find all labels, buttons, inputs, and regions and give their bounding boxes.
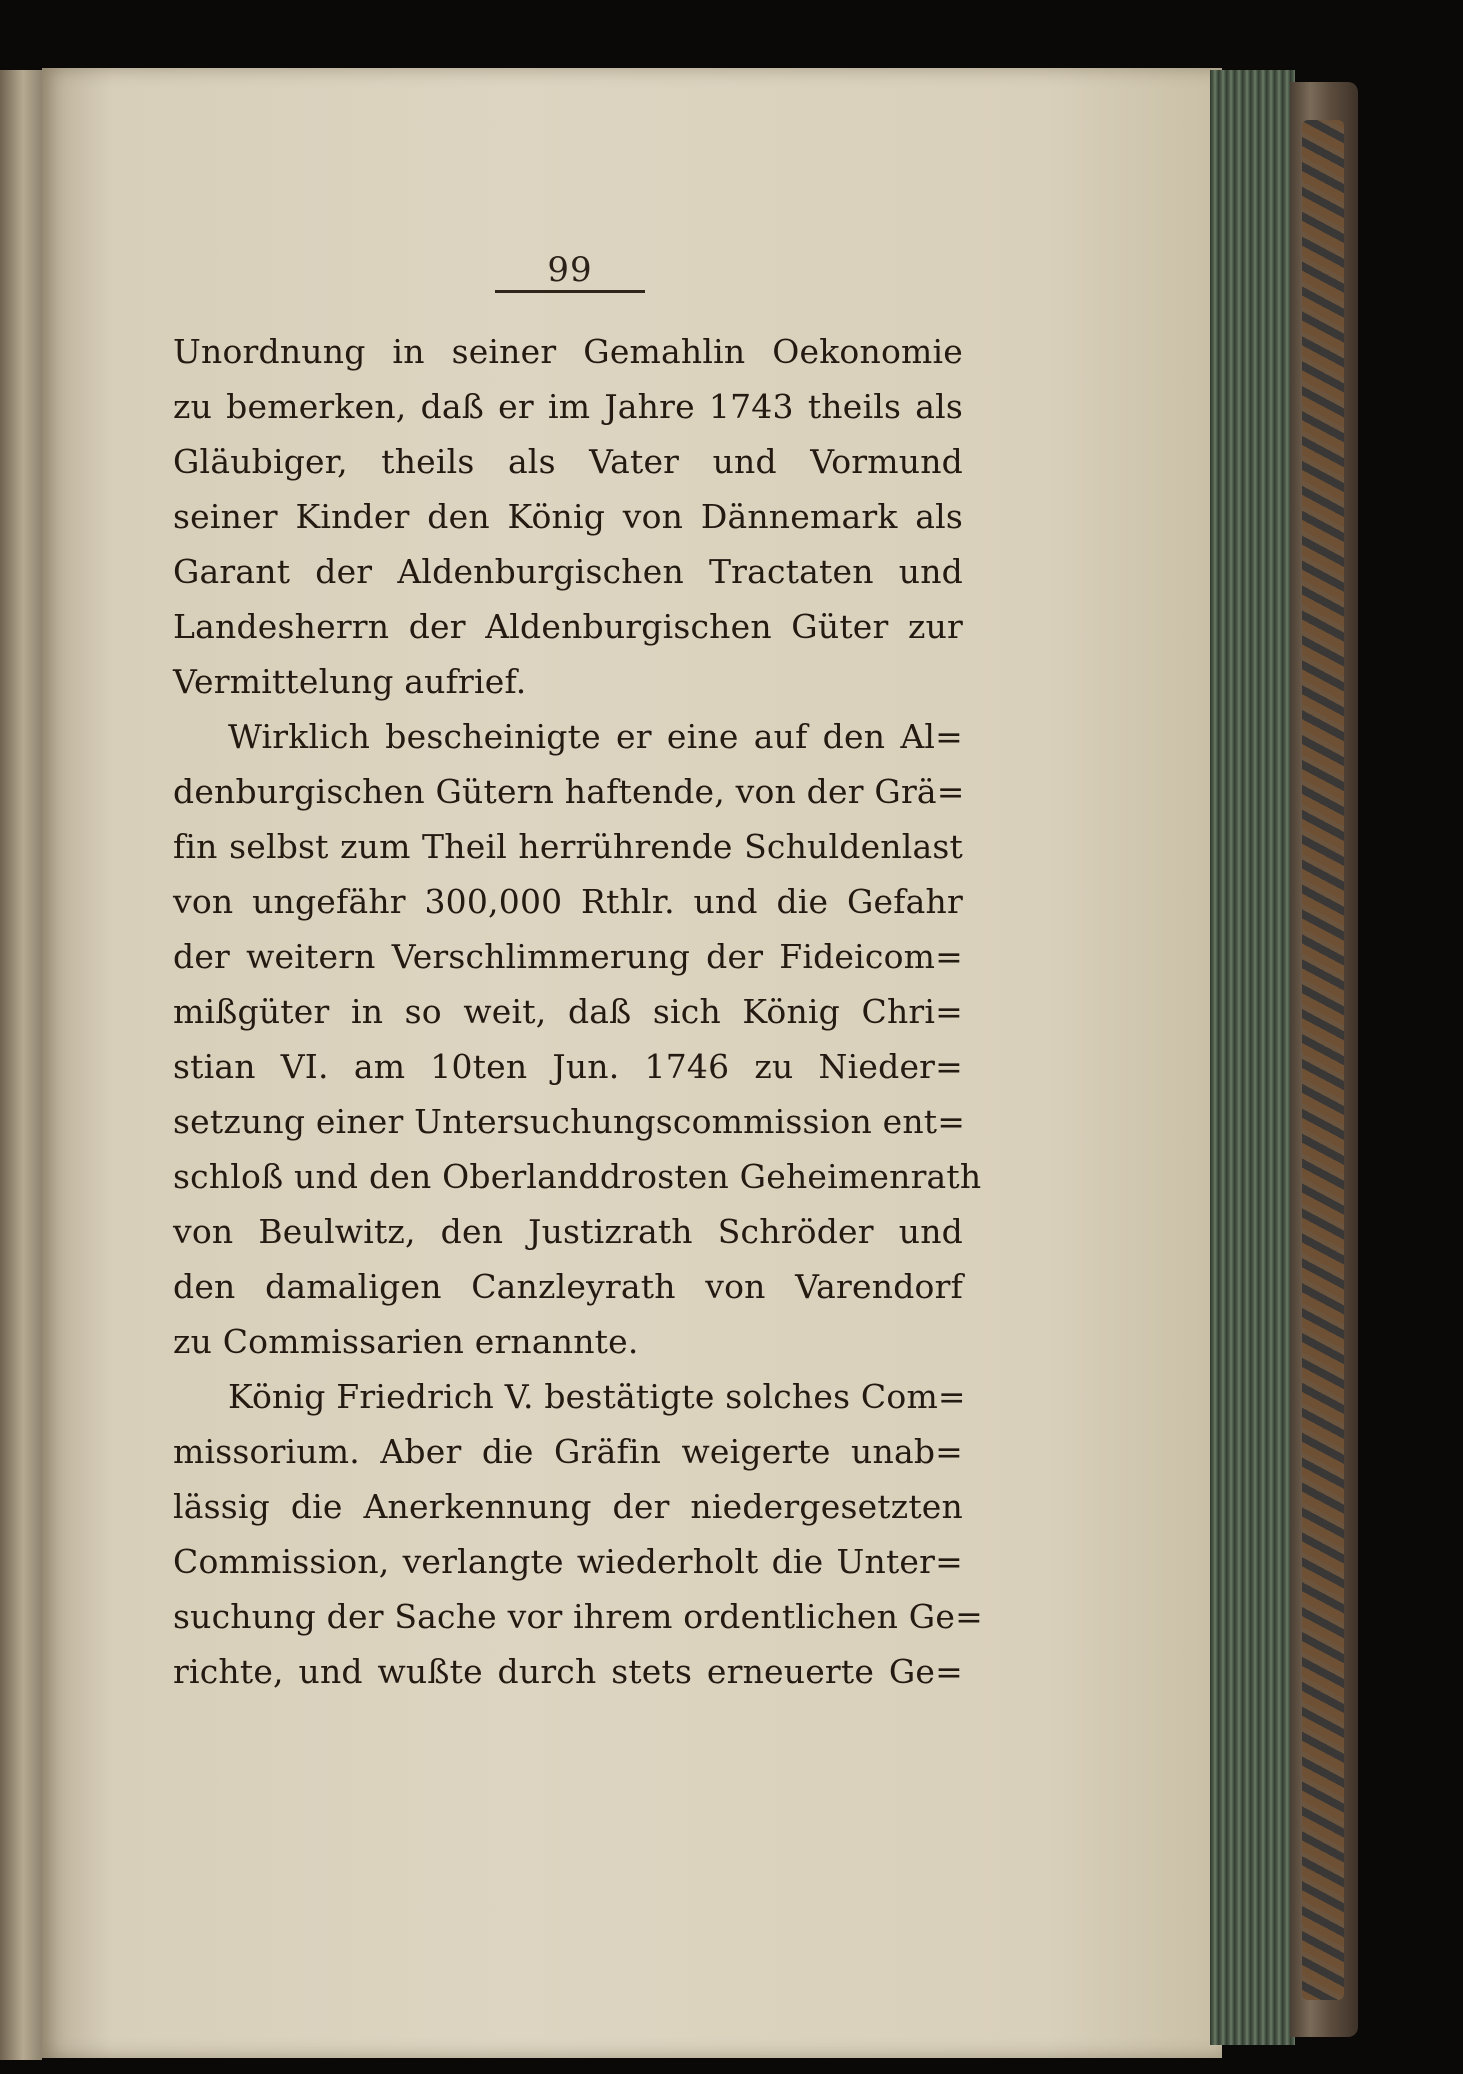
text-line: Garant der Aldenburgischen Tractaten und [173, 552, 963, 591]
text-line: Commission, verlangte wiederholt die Unter= [173, 1542, 963, 1581]
body-text [173, 324, 983, 1699]
page-number: 99 [547, 250, 593, 290]
text-line: mißgüter in so weit, daß sich König Chri= [173, 992, 963, 1031]
text-line: Wirklich bescheinigte er eine auf den Al= [228, 717, 963, 756]
paragraph [173, 324, 963, 709]
text-line: fin selbst zum Theil herrührende Schuldenlast [173, 827, 963, 866]
header-rule [495, 290, 645, 293]
text-line: Unordnung in seiner Gemahlin Oekonomie [173, 332, 963, 371]
cover-marbling [1302, 120, 1344, 2000]
text-line: zu Commissarien ernannte. [173, 1322, 639, 1361]
text-line: missorium. Aber die Gräfin weigerte unab= [173, 1432, 963, 1471]
page-header [490, 250, 650, 293]
text-line: lässig die Anerkennung der niedergesetzten [173, 1487, 963, 1526]
text-line: setzung einer Untersuchungscommission ent= [173, 1102, 966, 1141]
paragraph [173, 709, 982, 1369]
text-line: von ungefähr 300,000 Rthlr. und die Gefahr [173, 882, 963, 921]
text-line: denburgischen Gütern haftende, von der Grä= [173, 772, 965, 811]
text-line: König Friedrich V. bestätigte solches Com= [228, 1377, 966, 1416]
text-line: stian VI. am 10ten Jun. 1746 zu Nieder= [173, 1047, 963, 1086]
text-line: den damaligen Canzleyrath von Varendorf [173, 1267, 963, 1306]
text-line: richte, und wußte durch stets erneuerte Ge= [173, 1652, 963, 1691]
page-edges [1210, 70, 1295, 2045]
text-line: Landesherrn der Aldenburgischen Güter zur [173, 607, 963, 646]
text-line: von Beulwitz, den Justizrath Schröder und [173, 1212, 963, 1251]
text-line: suchung der Sache vor ihrem ordentlichen Ge= [173, 1597, 983, 1636]
left-page-edge [0, 70, 42, 2060]
text-line: zu bemerken, daß er im Jahre 1743 theils als [173, 387, 963, 426]
text-line: schloß und den Oberlanddrosten Geheimenrath [173, 1157, 982, 1196]
text-line: Vermittelung aufrief. [173, 662, 527, 701]
text-line: Gläubiger, theils als Vater und Vormund [173, 442, 963, 481]
paragraph [173, 1369, 983, 1699]
text-line: der weitern Verschlimmerung der Fideicom= [173, 937, 963, 976]
text-line: seiner Kinder den König von Dännemark als [173, 497, 963, 536]
